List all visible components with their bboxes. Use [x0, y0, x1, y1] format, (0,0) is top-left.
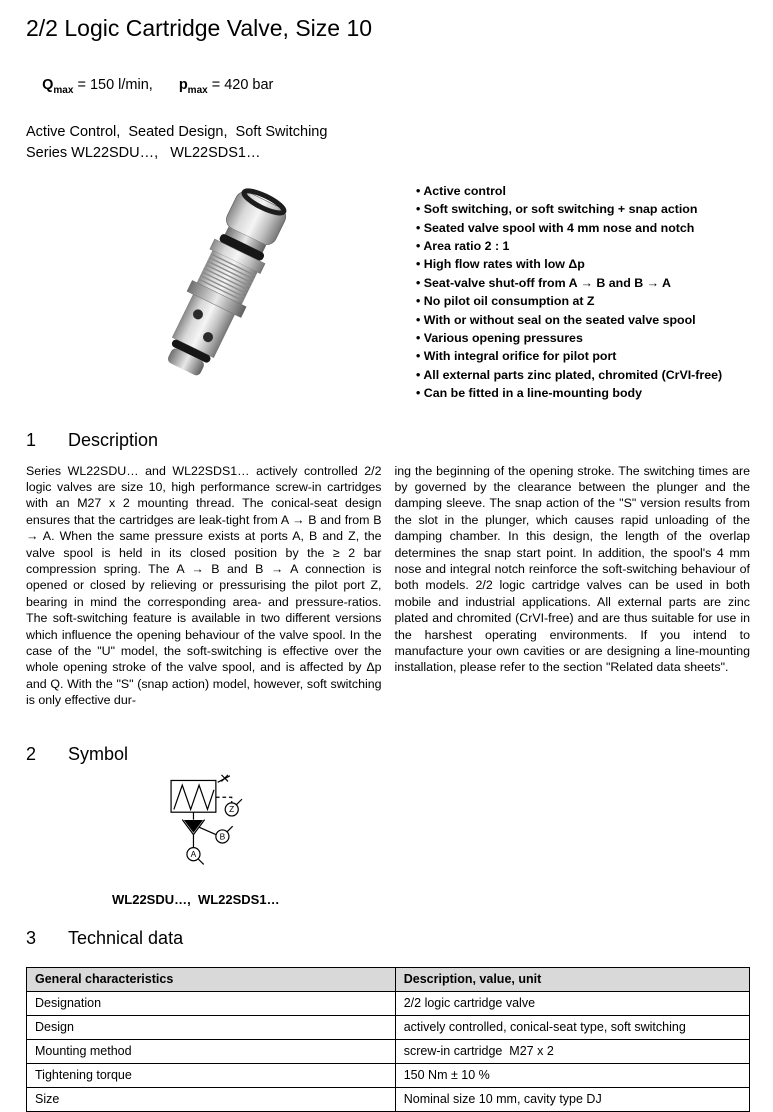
valve-symbol-drawing — [134, 773, 294, 885]
section-number: 2 — [26, 743, 37, 764]
port-b-line — [199, 827, 216, 834]
spec-line — [26, 54, 750, 122]
table-row-tightening-torque — [27, 1063, 750, 1087]
description-column-right: ing the beginning of the opening stroke. The switching times are by governed by the clearance between the plunger and the damping sleeve. The snap action of the "S" version results from the slot in the plunger, which causes rapid unloading of the damping chamber. In this design, the length of the overlap determines the snap start point. In addition, the spool's 4 mm nose and integral notch reinforce the soft-switching behaviour of both models. 2/2 logic cartridge valves can be used in both mobile and industrial applications. All external parts are zinc plated and chromited (CrVI-free) and are thus suitable for use in the harshest operating environments. If you intend to manufacture your own cavities or are designing a line-mounting installation, please refer to the section "Related data sheets". — [394, 463, 750, 675]
control-design-line: Active Control, Seated Design, Soft Switching — [26, 123, 328, 140]
table-header-row — [27, 967, 750, 991]
section-symbol — [26, 743, 750, 907]
qmax-symbol: $Q_{max}$ — [42, 77, 74, 96]
feature-item: • No pilot oil consumption at Z — [416, 294, 750, 308]
port-z-tick — [236, 799, 242, 805]
page-title: 2/2 Logic Cartridge Valve, Size 10 — [26, 15, 373, 41]
symbol-caption: WL22SDU…, WL22SDS1… — [112, 891, 280, 907]
section-number: 1 — [26, 429, 37, 450]
qmax-value: = 150 l/min, — [73, 77, 153, 93]
port-a-label: A — [190, 848, 197, 859]
feature-item: • High flow rates with low Δp — [416, 257, 750, 271]
feature-item: • Seated valve spool with 4 mm nose and notch — [416, 221, 750, 235]
section-title: Description — [68, 429, 159, 450]
section-description — [26, 429, 750, 709]
feature-item: • Various opening pressures — [416, 331, 750, 345]
pmax-value: = 420 bar — [207, 77, 274, 93]
row-label: Design — [27, 1015, 396, 1039]
port-b-tick — [227, 826, 233, 832]
table-row-designation — [27, 991, 750, 1015]
technical-data-table — [26, 967, 750, 1112]
section-3-heading — [26, 927, 750, 949]
row-value: 150 Nm ± 10 % — [395, 1063, 749, 1087]
port-z-label: Z — [229, 803, 235, 814]
row-value: actively controlled, conical-seat type, soft switching — [395, 1015, 749, 1039]
header-general-characteristics: General characteristics — [27, 967, 396, 991]
hydraulic-symbol — [134, 773, 750, 890]
row-value: 2/2 logic cartridge valve — [395, 991, 749, 1015]
row-value: screw-in cartridge M27 x 2 — [395, 1039, 749, 1063]
table-row-mounting-method — [27, 1039, 750, 1063]
product-photo-area — [26, 182, 416, 405]
closed-position-mark — [218, 775, 230, 782]
feature-item: • Seat-valve shut-off from A → B and B → A — [416, 276, 750, 290]
section-technical-data — [26, 927, 750, 1112]
feature-list — [416, 184, 750, 405]
product-overview — [26, 182, 750, 405]
row-label: Designation — [27, 991, 396, 1015]
section-2-heading — [26, 743, 750, 765]
feature-item: • Soft switching, or soft switching + snap action — [416, 202, 750, 216]
qmax-subscript: max — [53, 84, 74, 96]
table-row-design — [27, 1015, 750, 1039]
table-row-size — [27, 1087, 750, 1111]
section-title: Technical data — [68, 927, 184, 948]
row-value: Nominal size 10 mm, cavity type DJ — [395, 1087, 749, 1111]
section-title: Symbol — [68, 743, 129, 764]
qmax-spec — [42, 77, 153, 96]
pmax-symbol: $p_{max}$ — [178, 77, 208, 96]
series-line: Series WL22SDU…, WL22SDS1… — [26, 144, 261, 161]
feature-item: • Can be fitted in a line-mounting body — [416, 386, 750, 400]
pilot-line-dashed — [216, 797, 232, 803]
feature-item: • With integral orifice for pilot port — [416, 349, 750, 363]
feature-item: • All external parts zinc plated, chromited (CrVI-free) — [416, 368, 750, 382]
feature-item: • Active control — [416, 184, 750, 198]
description-column-left: Series WL22SDU… and WL22SDS1… actively controlled 2/2 logic valves are size 10, high performance screw-in cartridges with an M27 x 2 mounting thread. The conical-seat design ensures that the cartridges are leak-tight from A → B and from B → A. When the same pressure exists at ports A, B and Z, the valve spool is held in its closed position by the ≥ 2 bar compression spring. The A → B and B → A connection is opened or closed by relieving or pressurising the pilot port Z, bearing in mind the corresponding area- and pressure-ratios. The soft-switching feature is available in two different versions which influence the opening behaviour of the valve spool. In the case of the "U" model, the soft-switching is effective over the whole opening stroke of the valve spool, and is affected by Δp and Q. With the "S" (snap action) model, however, soft switching is only effective dur- — [26, 463, 382, 708]
pmax-spec — [178, 77, 274, 96]
port-b-label: B — [219, 830, 226, 841]
section-1-heading — [26, 429, 750, 451]
row-label: Mounting method — [27, 1039, 396, 1063]
feature-item: • Area ratio 2 : 1 — [416, 239, 750, 253]
cartridge-valve-photo — [96, 182, 346, 397]
section-number: 3 — [26, 927, 37, 948]
port-a-tick — [198, 859, 204, 865]
feature-item: • With or without seal on the seated valve spool — [416, 313, 750, 327]
row-label: Size — [27, 1087, 396, 1111]
spring-icon — [174, 785, 214, 809]
header-description-value-unit: Description, value, unit — [395, 967, 749, 991]
row-label: Tightening torque — [27, 1063, 396, 1087]
description-columns — [26, 463, 750, 709]
pmax-subscript: max — [187, 84, 208, 96]
